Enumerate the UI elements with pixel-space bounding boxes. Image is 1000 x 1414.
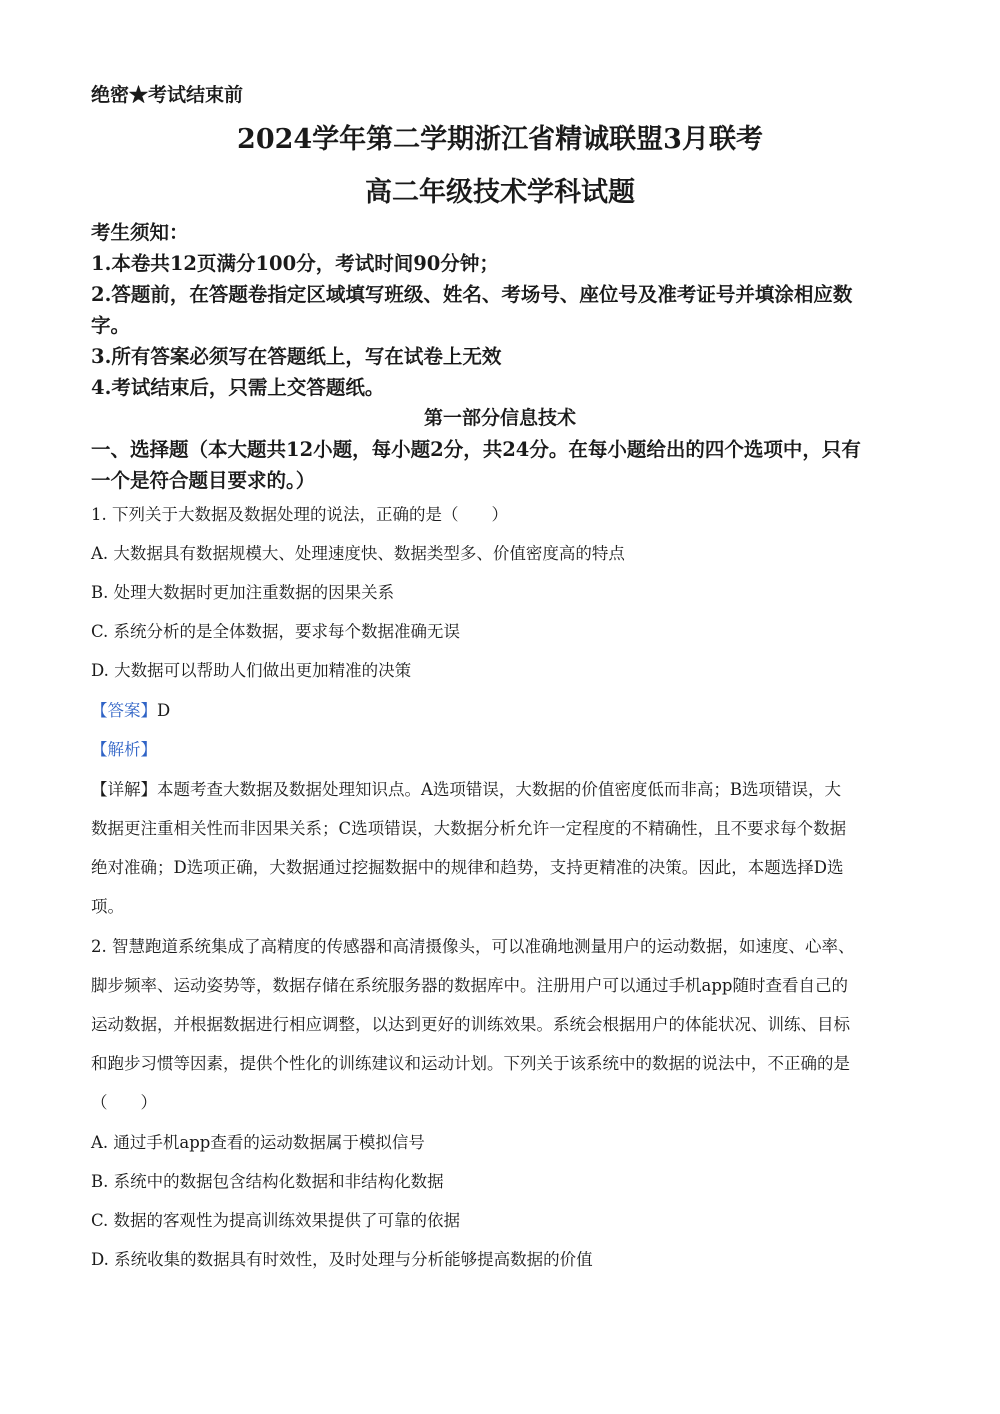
analysis-tag: 【解析】: [91, 740, 157, 759]
detail-tag: 【详解】: [91, 780, 157, 799]
question-1-stem: 1. 下列关于大数据及数据处理的说法，正确的是（ ）: [91, 505, 508, 524]
answer-line: [91, 697, 908, 721]
question-2-stem: 运动数据，并根据数据进行相应调整，以达到更好的训练效果。系统会根据用户的体能状况、训练、目标: [91, 1015, 850, 1034]
section-heading-cont: 一个是符合题目要求的。）: [91, 469, 316, 492]
detail-line: [91, 776, 908, 800]
notice-item: 2.答题前，在答题卷指定区域填写班级、姓名、考场号、座位号及准考证号并填涂相应数: [91, 283, 853, 306]
question-1-option-b: B. 处理大数据时更加注重数据的因果关系: [91, 583, 395, 602]
question-2-stem: 脚步频率、运动姿势等，数据存储在系统服务器的数据库中。注册用户可以通过手机app随时查看自己的: [91, 976, 848, 995]
answer-tag: 【答案】: [91, 701, 157, 720]
question-2-option-a: A. 通过手机app查看的运动数据属于模拟信号: [91, 1133, 425, 1152]
question-2-option-d: D. 系统收集的数据具有时效性，及时处理与分析能够提高数据的价值: [91, 1250, 593, 1269]
section-heading: 一、选择题（本大题共12小题，每小题2分，共24分。在每小题给出的四个选项中，只有: [91, 438, 861, 461]
confidential-label: 绝密★考试结束前: [91, 84, 244, 106]
part-title: 第一部分信息技术: [423, 407, 576, 429]
detail-text: 绝对准确；D选项正确，大数据通过挖掘数据中的规律和趋势，支持更精准的决策。因此，本题选择D选: [91, 858, 844, 877]
question-1-option-d: D. 大数据可以帮助人们做出更加精准的决策: [91, 661, 412, 680]
notice-item: 4.考试结束后，只需上交答题纸。: [91, 376, 385, 399]
detail-text: 数据更注重相关性而非因果关系；C选项错误，大数据分析允许一定程度的不精确性，且不要求每个数据: [91, 819, 847, 838]
notice-item: 字。: [91, 314, 131, 337]
notice-item: 3.所有答案必须写在答题纸上，写在试卷上无效: [91, 345, 502, 368]
question-2-option-c: C. 数据的客观性为提高训练效果提供了可靠的依据: [91, 1211, 461, 1230]
question-2-stem: （ ）: [91, 1093, 157, 1112]
question-2-stem: 和跑步习惯等因素，提供个性化的训练建议和运动计划。下列关于该系统中的数据的说法中，不正确的是: [91, 1054, 850, 1073]
question-2-option-b: B. 系统中的数据包含结构化数据和非结构化数据: [91, 1172, 444, 1191]
detail-text: 本题考查大数据及数据处理知识点。A选项错误，大数据的价值密度低而非高；B选项错误，大: [157, 780, 842, 799]
notice-item: 1.本卷共12页满分100分，考试时间90分钟；: [91, 252, 499, 275]
question-1-option-a: A. 大数据具有数据规模大、处理速度快、数据类型多、价值密度高的特点: [91, 544, 625, 563]
answer-value: D: [157, 701, 171, 720]
analysis-line: [91, 736, 908, 760]
detail-text: 项。: [91, 897, 124, 916]
notice-heading: 考生须知：: [91, 221, 189, 244]
exam-title: 2024学年第二学期浙江省精诚联盟3月联考: [237, 124, 763, 155]
question-1-option-c: C. 系统分析的是全体数据，要求每个数据准确无误: [91, 622, 461, 641]
question-2-stem: 2. 智慧跑道系统集成了高精度的传感器和高清摄像头，可以准确地测量用户的运动数据，如速度、心率、: [91, 937, 855, 956]
exam-subtitle: 高二年级技术学科试题: [365, 177, 635, 208]
